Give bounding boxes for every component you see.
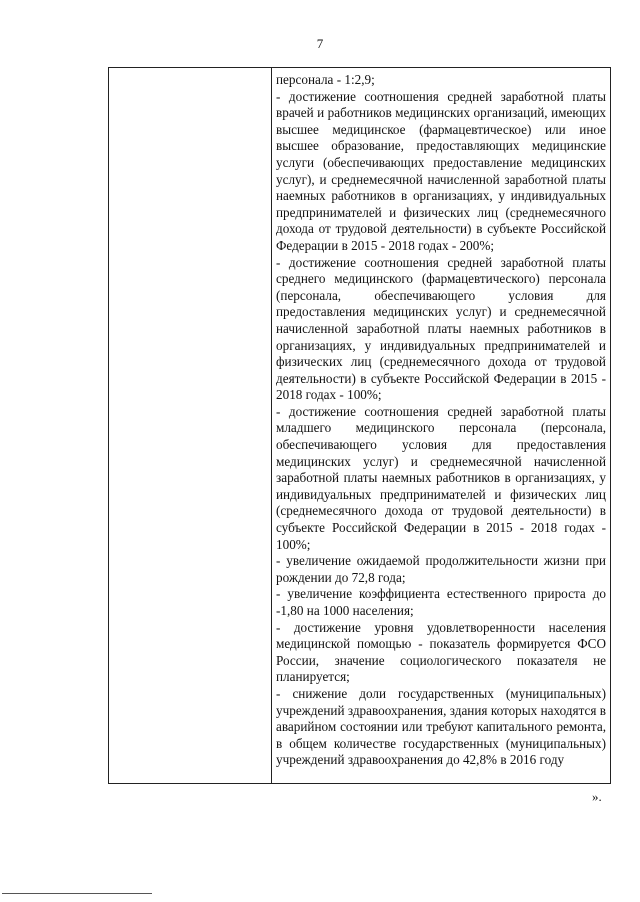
- bottom-divider: [2, 893, 152, 894]
- paragraph-staff-ratio: персонала - 1:2,9;: [276, 72, 375, 87]
- paragraph-doctors-salary: - достижение соотношения средней заработной платы врачей и работников медицинских организаций, имеющих высшее медицинское (фармацевтическое) или иное высшее образование, предоставляющих медицинские услуги (обеспечивающих предоставление медицинских услуг), и среднемесячной начисленной заработной платы наемных работников в организациях, у индивидуальных предпринимателей и физических лиц (среднемесячного дохода от трудовой деятельности) в субъекте Российской Федерации в 2015 - 2018 годах - 200%;: [276, 88, 606, 253]
- paragraph-mid-staff-salary: - достижение соотношения средней заработной платы среднего медицинского (фармацевтического) персонала (персонала, обеспечивающего условия для предоставления медицинских услуг) и среднемесячной начисленной заработной платы наемных работников в организациях, у индивидуальных предпринимателей и физических лиц (среднемесячного дохода от трудовой деятельности) в субъекте Российской Федерации в 2015 - 2018 годах - 100%;: [276, 254, 606, 403]
- paragraph-natural-growth: - увеличение коэффициента естественного прироста до -1,80 на 1000 населения;: [276, 586, 606, 618]
- table-row: [109, 68, 611, 784]
- table-cell-left: [109, 68, 272, 784]
- page-number: 7: [316, 36, 324, 51]
- table-cell-right: [272, 68, 611, 784]
- paragraph-satisfaction: - достижение уровня удовлетворенности населения медицинской помощью - показатель формируется ФСО России, значение социологического показателя не планируется;: [276, 619, 606, 685]
- paragraph-emergency-buildings: - снижение доли государственных (муниципальных) учреждений здравоохранения, здания которых находятся в аварийном состоянии или требуют капитального ремонта, в общем количестве государственных (муниципальных) учреждений здравоохранения до 42,8% в 2016 году: [276, 685, 606, 768]
- paragraph-junior-staff-salary: - достижение соотношения средней заработной платы младшего медицинского персонала (персонала, обеспечивающего условия для предоставления медицинских услуг) и среднемесячной начисленной заработной платы наемных работников в организациях, у индивидуальных предпринимателей и физических лиц (среднемесячного дохода от трудовой деятельности) в субъекте Российской Федерации в 2015 - 2018 годах - 100%;: [276, 403, 606, 552]
- content-table: [108, 67, 611, 784]
- cell-text: [272, 68, 610, 769]
- paragraph-life-expectancy: - увеличение ожидаемой продолжительности жизни при рождении до 72,8 года;: [276, 553, 606, 585]
- closing-quote-mark: ».: [592, 789, 602, 804]
